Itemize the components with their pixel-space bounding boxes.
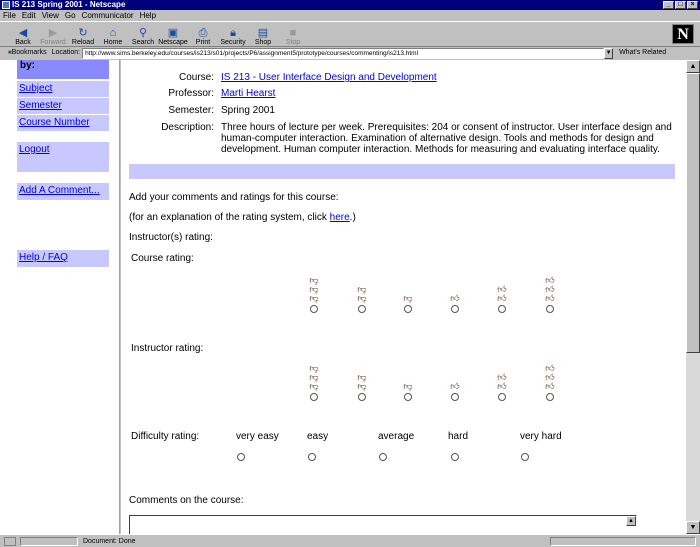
difficulty-option-label: very easy [236,431,279,442]
add-comment-link[interactable]: Add A Comment... [17,183,109,200]
difficulty-radio-very-hard[interactable] [521,453,529,461]
component-bar [550,537,696,546]
scroll-up-arrow-icon[interactable]: ▲ [686,60,700,73]
rating-explanation: (for an explanation of the rating system, click here.) [129,212,356,223]
instructor-rating-option-1[interactable] [306,364,322,401]
url-dropdown-arrow-icon[interactable]: ▼ [604,48,613,59]
netscape-button[interactable]: ▣ Netscape [158,27,188,46]
instructor-rating-option-4[interactable] [447,382,463,401]
sidebar-item-subject[interactable]: Subject [17,81,109,97]
thumbs-up-icon: 👍︎ [450,293,460,303]
page-scrollbar[interactable] [686,60,700,534]
close-button[interactable]: × [687,1,698,9]
thumbs-up-icon: 👍︎ [545,363,555,373]
instructor-rating-radio[interactable] [404,393,412,401]
browse-heading: by: [17,60,109,79]
instructor-rating-radio[interactable] [358,393,366,401]
thumbs-up-icon: 👍︎ [450,381,460,391]
scrollbar-thumb[interactable] [686,73,700,353]
course-rating-radio[interactable] [310,305,318,313]
menu-go[interactable]: Go [64,11,76,20]
difficulty-option-label: easy [307,431,329,442]
menu-help[interactable]: Help [139,11,157,20]
course-rating-option-4[interactable] [447,294,463,313]
comments-label: Comments on the course: [129,495,244,506]
course-description: Three hours of lecture per week. Prerequisites: 204 or consent of instructor. User interface design and human-computer interaction. Examination of alternative design. Tools and methods for design and development. Human computer interaction. Methods for measuring and evaluating interface quality. [221,122,672,155]
main-content-frame: Course: IS 213 - User Interface Design and Development Professor: Marti Hearst Semester: Spring 2001 Description: Three hours of lecture per week. Prerequisites: 204 or consent of instructor. User interface design and human-computer interaction. Examination of alternative design. Tools and methods for design and development. Human computer interaction. Methods for measuring and evaluating interface quality. Add your comments and ratings for this course: (for an explanation of the rating system, click here.) Instructor(s) rating: Course rating: 👎︎ 👎︎ 👎︎ 👎︎ 👎︎ 👎︎ 👍︎ 👍︎ 👍︎ 👍︎ 👍︎ 👍︎ Instructor rating: 👎︎ 👎︎ 👎︎ 👎︎ 👎︎ 👎︎ 👍︎ 👍︎ 👍︎ 👍︎ 👍︎ 👍︎ Difficulty rating: very easy easy average hard very hard Comments on the course: ▲ [121,60,686,534]
thumbs-down-icon: 👎︎ [403,293,413,303]
reload-icon: ↻ [78,27,88,39]
course-rating-radio[interactable] [498,305,506,313]
security-status-icon[interactable] [4,537,16,546]
search-button[interactable]: ⚲ Search [131,27,155,46]
back-arrow-icon: ◀ [18,27,28,39]
instructor-rating-label: Instructor rating: [131,343,204,354]
instructor-rating-radio[interactable] [498,393,506,401]
thumbs-up-icon: 👍︎ [545,372,555,382]
comments-textarea[interactable] [129,515,637,534]
home-button[interactable]: ⌂ Home [103,27,123,46]
sidebar-item-semester[interactable]: Semester [17,98,109,114]
thumbs-up-icon: 👍︎ [497,293,507,303]
instructors-rating-heading: Instructor(s) rating: [129,232,213,243]
course-rating-radio[interactable] [404,305,412,313]
netscape-app-icon [2,1,10,9]
forward-arrow-icon: ▶ [48,27,58,39]
whats-related-button[interactable]: What's Related [619,49,667,56]
netscape-logo[interactable]: N [672,24,694,44]
course-rating-option-1[interactable] [306,276,322,313]
instructor-rating-radio[interactable] [451,393,459,401]
forward-button[interactable]: ▶ Forward [40,27,66,46]
thumbs-down-icon: 👎︎ [357,372,367,382]
course-rating-option-2[interactable] [354,285,370,313]
navigation-toolbar [0,21,700,47]
thumbs-up-icon: 👍︎ [497,372,507,382]
scroll-down-arrow-icon[interactable]: ▼ [686,521,700,534]
course-rating-radio[interactable] [451,305,459,313]
back-button[interactable]: ◀ Back [15,27,31,46]
scroll-up-arrow-icon[interactable]: ▲ [626,516,636,526]
instructor-rating-radio[interactable] [310,393,318,401]
thumbs-down-icon: 👎︎ [309,293,319,303]
print-button[interactable]: ⎙ Print [195,27,211,46]
difficulty-option-label: very hard [520,431,562,442]
security-lock-icon: 🔒︎ [230,27,236,39]
thumbs-down-icon: 👎︎ [309,275,319,285]
thumbs-down-icon: 👎︎ [309,284,319,294]
course-rating-label: Course rating: [131,253,194,264]
menu-communicator[interactable]: Communicator [81,11,134,20]
course-rating-radio[interactable] [358,305,366,313]
course-title-link[interactable]: IS 213 - User Interface Design and Development [221,72,437,83]
rating-explanation-link[interactable]: here [329,212,350,223]
instructor-rating-option-6[interactable] [542,364,558,401]
thumbs-up-icon: 👍︎ [545,293,555,303]
instructor-rating-option-5[interactable] [494,373,510,401]
location-label: Location: [51,49,81,56]
home-icon: ⌂ [109,27,117,39]
section-divider [129,164,675,179]
form-intro: Add your comments and ratings for this course: [129,192,339,203]
thumbs-up-icon: 👍︎ [497,381,507,391]
thumbs-down-icon: 👎︎ [309,363,319,373]
difficulty-option-label: average [378,431,415,442]
logout-link[interactable]: Logout [17,142,109,172]
security-button[interactable]: 🔒︎ Security [220,27,246,46]
difficulty-radio-average[interactable] [379,453,387,461]
print-icon: ⎙ [198,27,208,39]
menu-bar [0,10,700,21]
url-input[interactable]: http://www.sims.berkeley.edu/courses/is213/s01/projects/P6/assignment5/prototype/courses/commenting/is213.html [82,48,604,59]
status-text: Document: Done [83,538,136,545]
status-bar [0,534,700,547]
stop-button[interactable]: ■ Stop [285,27,301,46]
minimize-button[interactable]: _ [663,1,674,9]
difficulty-radio-easy[interactable] [308,453,316,461]
thumbs-up-icon: 👍︎ [497,284,507,294]
thumbs-down-icon: 👎︎ [357,284,367,294]
netscape-icon: ▣ [167,27,179,39]
thumbs-up-icon: 👍︎ [545,275,555,285]
thumbs-down-icon: 👎︎ [309,381,319,391]
thumbs-down-icon: 👎︎ [357,381,367,391]
shop-icon: ▤ [257,27,269,39]
reload-button[interactable]: ↻ Reload [71,27,95,46]
professor-link[interactable]: Marti Hearst [221,88,276,99]
location-bar [0,47,700,59]
thumbs-down-icon: 👎︎ [403,381,413,391]
course-rating-option-5[interactable] [494,285,510,313]
progress-bar [20,537,78,546]
bookmarks-button[interactable]: ■ Bookmarks [8,47,47,59]
thumbs-down-icon: 👎︎ [357,293,367,303]
difficulty-radio-very-easy[interactable] [237,453,245,461]
menu-view[interactable]: View [41,11,59,20]
window-title-bar [0,0,700,10]
course-rating-option-6[interactable] [542,276,558,313]
course-rating-option-3[interactable] [400,294,416,313]
menu-file[interactable]: File [3,11,16,20]
thumbs-up-icon: 👍︎ [545,381,555,391]
left-navigation-frame [0,60,120,534]
instructor-rating-option-3[interactable] [400,382,416,401]
shop-button[interactable]: ▤ Shop [254,27,272,46]
thumbs-up-icon: 👍︎ [545,284,555,294]
thumbs-down-icon: 👎︎ [309,372,319,382]
course-rating-radio[interactable] [546,305,554,313]
window-title: IS 213 Spring 2001 - Netscape [12,0,126,9]
difficulty-rating-label: Difficulty rating: [131,431,200,442]
instructor-rating-radio[interactable] [546,393,554,401]
help-faq-link[interactable]: Help / FAQ [17,250,109,267]
stop-icon: ■ [289,27,297,39]
difficulty-option-label: hard [448,431,469,442]
search-icon: ⚲ [138,27,148,39]
sidebar-item-course-number[interactable]: Course Number [17,115,109,131]
difficulty-radio-hard[interactable] [451,453,459,461]
maximize-button[interactable]: □ [675,1,686,9]
instructor-rating-option-2[interactable] [354,373,370,401]
menu-edit[interactable]: Edit [21,11,36,20]
